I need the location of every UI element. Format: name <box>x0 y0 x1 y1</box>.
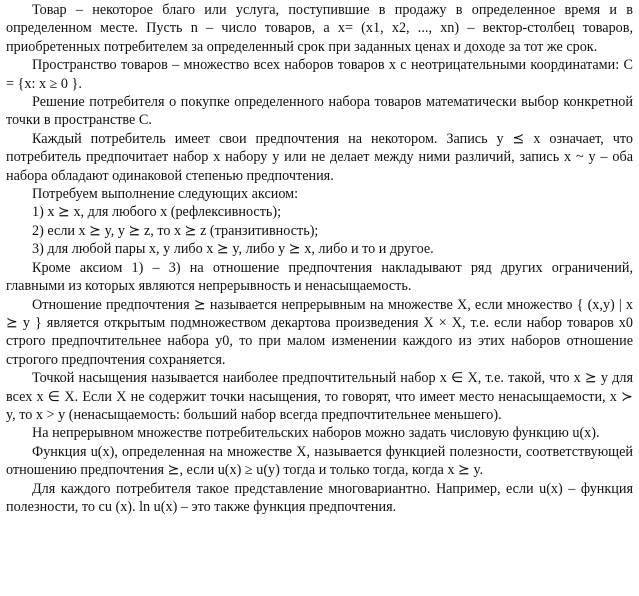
axiom-2: 2) если x ⪰ y, y ⪰ z, то x ⪰ z (транзитивность); <box>32 222 319 239</box>
paragraph-3: Решение потребителя о покупке определенного набора товаров математически выбор конкретной точки в пространстве C. <box>6 94 633 129</box>
paragraph-13: Функция u(x), определенная на множестве X, называется функцией полезности, соответствующей отношению предпочтения ⪰, если u(x) ≥ u(y) тогда и только тогда, когда x ⪰ y. <box>6 443 633 479</box>
paragraph-9: Кроме аксиом 1) – 3) на отношение предпочтения накладывают ряд других ограничений, главными из которых являются непрерывность и ненасыщаемость. <box>6 259 633 295</box>
paragraph-10: Отношение предпочтения ⪰ называется непрерывным на множестве X, если множество { (x,y) | x ⪰ y } является открытым подмножеством декартова произведения X × X, т.е. если набор товаров x0 строго предпочтительнее набора y0, то при малом изменении каждого из этих наборов отношение строгого предпочтения сохраняется. <box>6 296 633 368</box>
axiom-3: 3) для любой пары x, y либо x ⪰ y, либо y ⪰ x, либо и то и другое. <box>32 241 434 258</box>
paragraph-5: Потребуем выполнение следующих аксиом: <box>32 186 299 203</box>
paragraph-1: Товар – некоторое благо или услуга, поступившие в продажу в определенное время и в определенном месте. Пусть n – число товаров, а x= (x1, x2, ..., xn) – вектор-столбец товаров, приобретенных потребителем за определенный срок при заданных ценах и доходе за тот же срок. <box>6 2 633 55</box>
axiom-1: 1) x ⪰ x, для любого x (рефлексивность); <box>32 204 282 221</box>
paragraph-2: Пространство товаров – множество всех наборов товаров x с неотрицательными координатами: C = {x: x ≥ 0 }. <box>6 57 633 92</box>
paragraph-11: Точкой насыщения называется наиболее предпочтительный набор x ∈ X, т.е. такой, что x ⪰ y для всех x ∈ X. Если X не содержит точки насыщения, то говорят, что имеет место ненасыщаемости, x ≻ y, то x > y (ненасыщаемость: больший набор всегда предпочтительнее меньшего). <box>6 370 633 423</box>
paragraph-4: Каждый потребитель имеет свои предпочтения на некотором. Запись y ⪯ x означает, что потребитель предпочитает набор x набору y или не делает между ними различий, запись x ~ y – оба набора обладают одинаковой степенью предпочтения. <box>6 130 633 184</box>
paragraph-12: На непрерывном множестве потребительских наборов можно задать числовую функцию u(x). <box>32 425 600 442</box>
paragraph-14: Для каждого потребителя такое представление многовариантно. Например, если u(x) – функция полезности, то cu (x). ln u(x) – это также функция предпочтения. <box>6 480 633 515</box>
